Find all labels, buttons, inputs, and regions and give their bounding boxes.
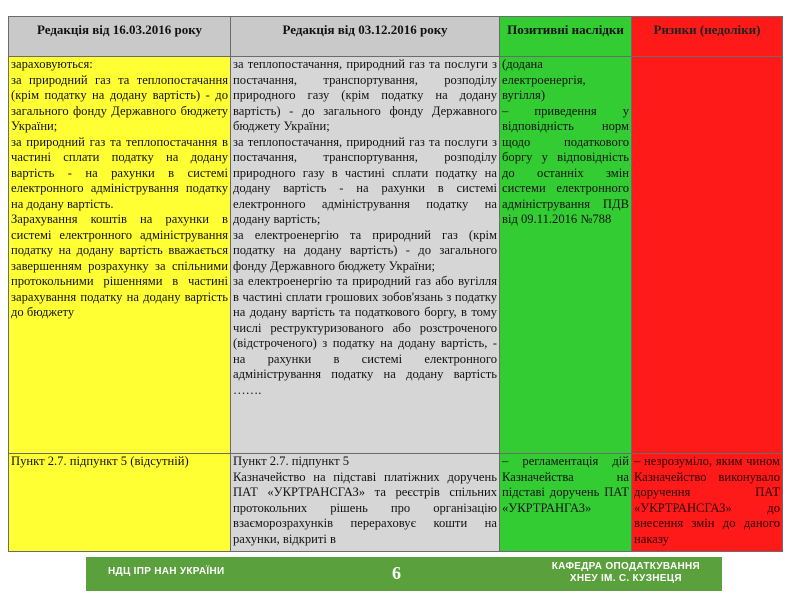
footer-institute-label: НДЦ ІПР НАН УКРАЇНИ [108,566,225,577]
cell-text: – регламентація дій Казначейства на підставі доручень ПАТ «УКРТРАНГАЗ» [502,454,629,515]
header-edition-2016-12: Редакція від 03.12.2016 року [231,17,500,57]
cell-positive [500,454,632,552]
cell-text: зараховуються: за природний газ та теплопостачання (крім податку на додану вартість) - до загального фонду Державного бюджету України; за природний газ та теплопостачання в частині сплати податку на додану вартість - на рахунки в системі електронного адміністрування податку на додану вартість. Зарахування коштів на рахунки в системі електронного адміністрування податку на додану вартість вважається завершенням розрахунку за спільними протокольними рішеннями в частині зарахування податку на додану вартість до бюджету [11,57,228,319]
header-risks: Ризики (недоліки) [632,17,783,57]
footer-department-label [552,561,700,585]
cell-risks [632,454,783,552]
cell-text: Пункт 2.7. підпункт 5 (відсутній) [11,454,189,468]
header-positive-effects: Позитивні наслідки [500,17,632,57]
cell-old-edition [9,57,231,454]
header-edition-2016-03: Редакція від 16.03.2016 року [9,17,231,57]
cell-text: за теплопостачання, природний газ та послуги з постачання, транспортування, розподілу природного газу (крім податку на додану вартість) - до загального фонду Державного бюджету України; за теплопостачання, природний газ та послуги з постачання, транспортування, розподілу природного газу в частині сплати податку на додану вартість - на рахунки в системі електронного адміністрування податку на додану вартість; за електроенергію та природний газ (крім податку на додану вартість) - до загального фонду Державного бюджету України; за електроенергію та природний газ або вугілля в частині сплати грошових зобов'язань з податку на додану вартість та податкового боргу, в тому числі реструктуризованого або розстроченого (відстроченого) з податку на додану вартість, - на рахунки в системі електронного адміністрування податку на додану вартість ……. [233,57,497,397]
footer-department-line1: КАФЕДРА ОПОДАТКУВАННЯ [551,561,700,572]
table-row [9,454,783,552]
cell-new-edition [231,454,500,552]
cell-risks [632,57,783,454]
slide-footer [86,557,722,591]
cell-positive [500,57,632,454]
cell-text: (додана електроенергія, вугілля) – приведення у відповідність норм щодо податкового боргу у відповідність до останніх змін системи електронного адміністрування ПДВ від 09.11.2016 №788 [502,57,629,226]
cell-new-edition [231,57,500,454]
page-number: 6 [392,563,401,583]
cell-old-edition [9,454,231,552]
comparison-table [8,16,783,552]
table-row [9,57,783,454]
cell-text: – незрозуміло, яким чином Казначейство виконувало доручення ПАТ «УКРТРАНСГАЗ» до внесення змін до даного наказу [634,454,780,546]
footer-department-line2: ХНЕУ ІМ. С. КУЗНЕЦЯ [569,573,682,584]
cell-text: Пункт 2.7. підпункт 5 Казначейство на підставі платіжних доручень ПАТ «УКРТРАНСГАЗ» та реєстрів спільних протокольних рішень про організацію взаєморозрахунків перераховує кошти на рахунки, відкриті в [233,454,497,546]
table-header-row [9,17,783,57]
